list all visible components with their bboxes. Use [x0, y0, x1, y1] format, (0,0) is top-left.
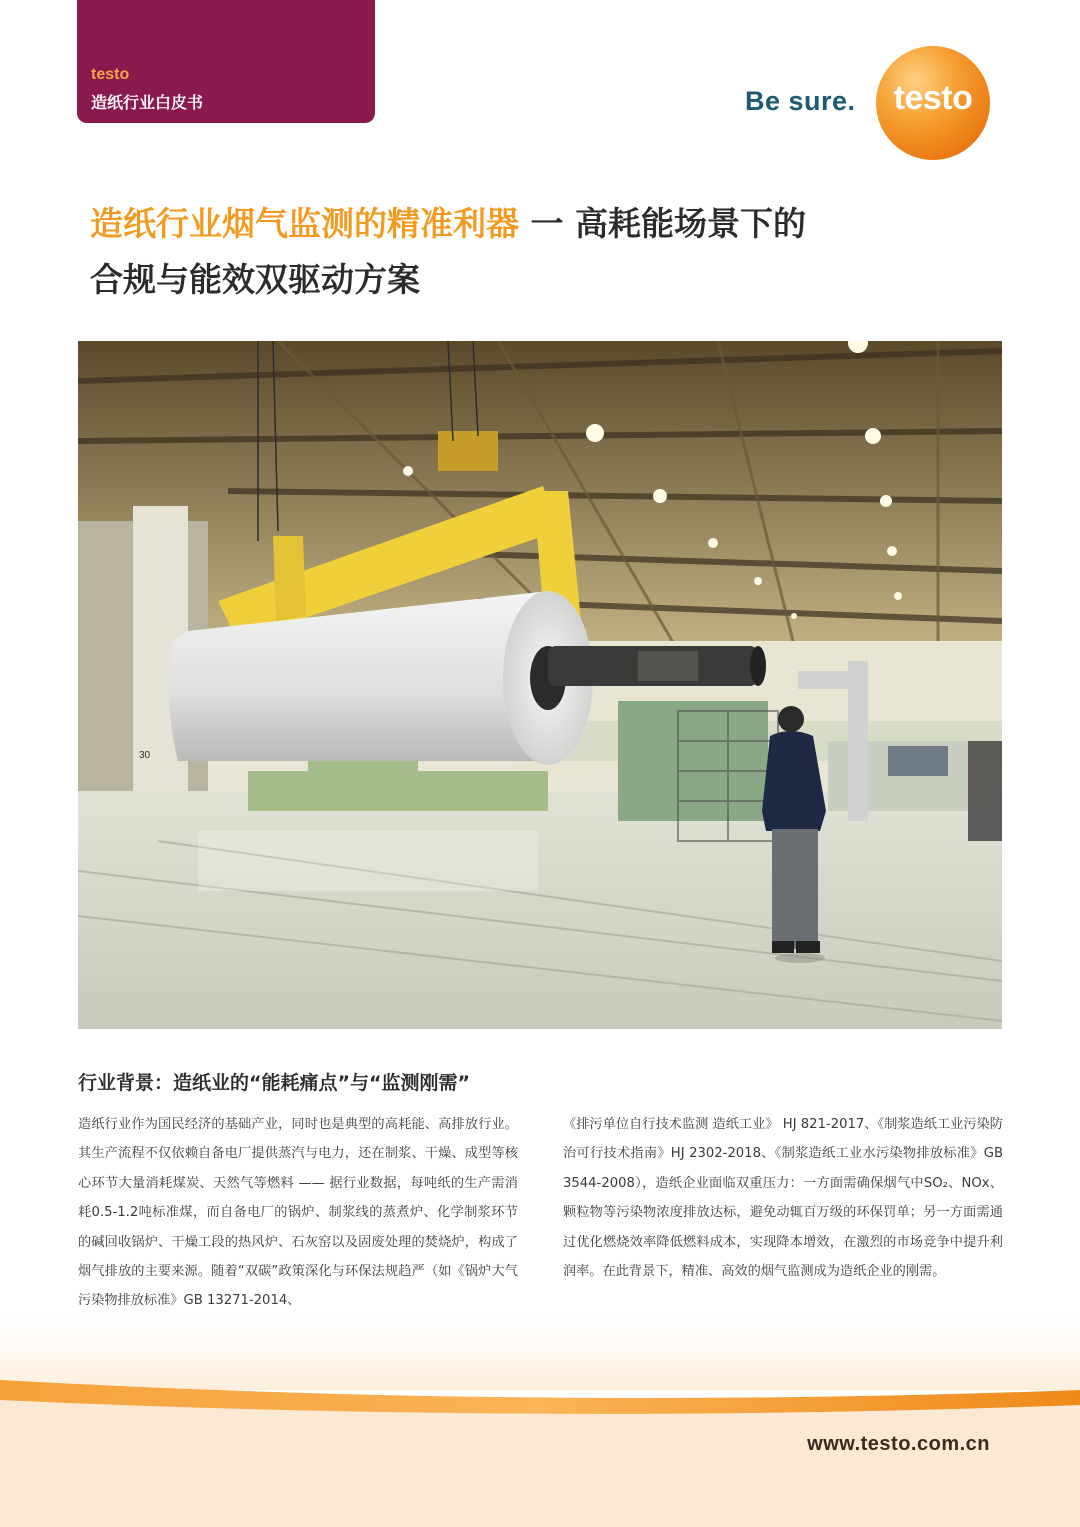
document-type: 造纸行业白皮书	[91, 93, 204, 112]
footer-swoosh	[0, 1300, 1080, 1527]
title-accent: 造纸行业烟气监测的精准利器	[90, 204, 519, 243]
testo-logo	[876, 46, 990, 160]
page-title	[90, 196, 1010, 308]
body-text-left-column: 造纸行业作为国民经济的基础产业，同时也是典型的高耗能、高排放行业。其生产流程不仅依赖自备电厂提供蒸汽与电力，还在制浆、干燥、成型等核心环节大量消耗煤炭、天然气等燃料 —— 据行业数据，每吨纸的生产需消耗0.5-1.2吨标准煤，而自备电厂的锅炉、制浆线的蒸煮炉、化学制浆环节的碱回收锅炉、干燥工段的热风炉、石灰窑以及固废处理的焚烧炉，构成了烟气排放的主要来源。随着“双碳”政策深化与环保法规趋严（如《锅炉大气	[78, 1117, 518, 1280]
body-text-right-column: 《排污单位自行技术监测 造纸工业》 HJ 821-2017、《制浆造纸工业污染防治可行技术指南》HJ 2302-2018、《制浆造纸工业水污染物排放标准》GB 3544-2008），造纸企业面临双重压力：一方面需确保烟气中SO₂、NOx、颗粒物等污染物浓度排放达标，避免动辄百万级的环保罚单；另一方面需通过优化燃烧效率降低燃料成本，实现降本增效，在激烈的市场竞争中提升利润率。在此背景下，精准、高效的烟气监测成为造纸企业的刚需。	[563, 1117, 1003, 1280]
title-rest: 一 高耗能场景下的	[519, 204, 806, 243]
brand-name: testo	[91, 66, 130, 83]
testo-logo-text: testo	[893, 79, 973, 117]
brand-tab	[77, 0, 375, 123]
slogan: Be sure.	[745, 86, 856, 116]
paper-mill-illustration	[78, 341, 1002, 1029]
paper-mill-photo	[78, 341, 1002, 1029]
pillar-number: 30	[139, 750, 151, 761]
title-line2: 合规与能效双驱动方案	[90, 260, 420, 299]
website-link[interactable]: www.testo.com.cn	[807, 1433, 990, 1455]
section-heading: 行业背景：造纸业的“能耗痛点”与“监测刚需”	[78, 1072, 470, 1094]
